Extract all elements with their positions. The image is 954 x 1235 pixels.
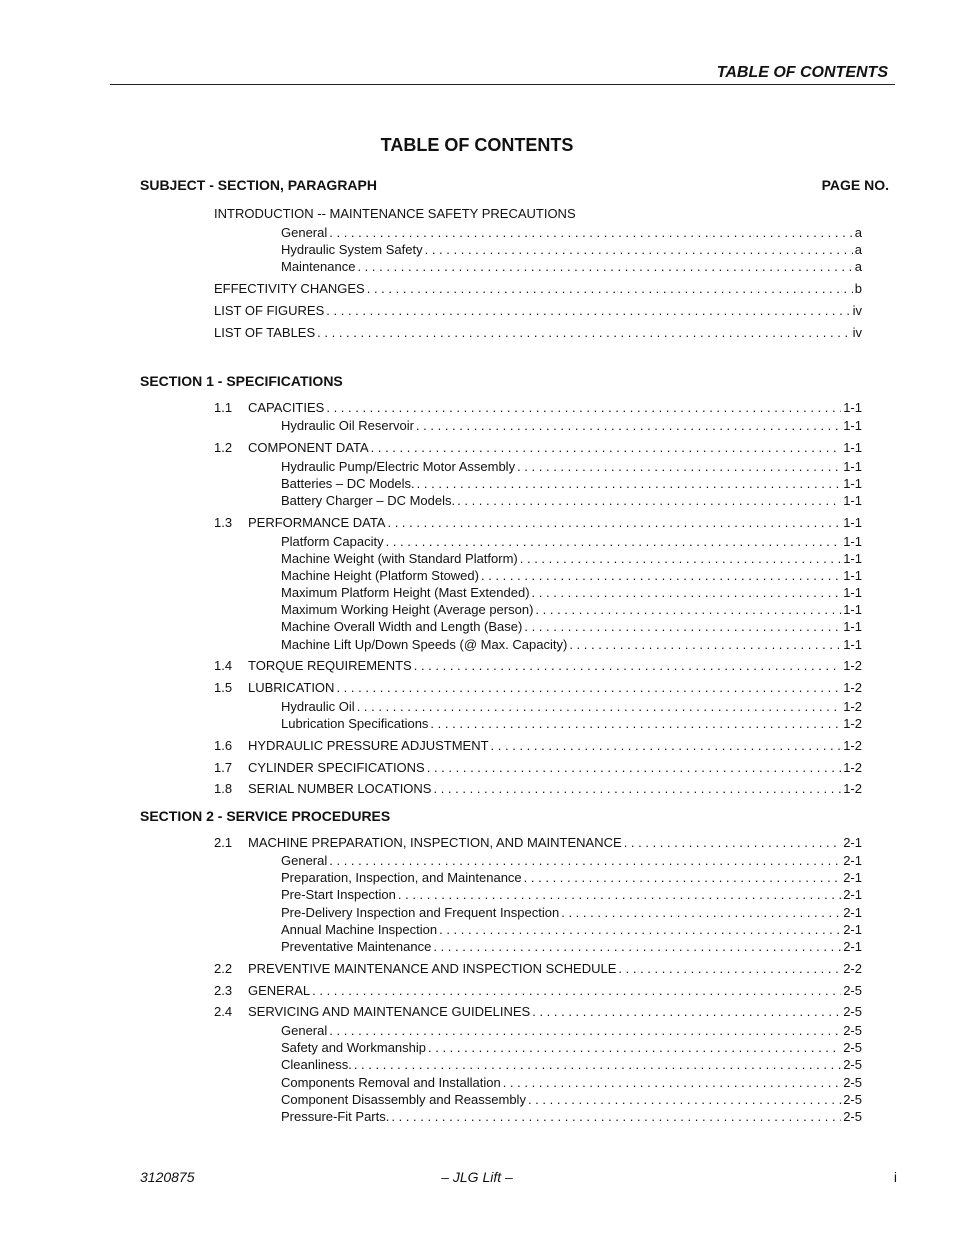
entry-title: SERIAL NUMBER LOCATIONS — [248, 781, 432, 796]
paragraph-number: 1.5 — [214, 680, 233, 695]
dot-leader — [532, 1004, 841, 1020]
page-number: 1-1 — [843, 585, 862, 600]
toc-entry[interactable] — [281, 585, 862, 601]
dot-leader — [430, 716, 841, 732]
entry-title: Machine Overall Width and Length (Base) — [281, 619, 523, 634]
entry-title: Hydraulic System Safety — [281, 242, 423, 257]
page-number: 1-1 — [843, 418, 862, 433]
toc-entry[interactable] — [281, 418, 862, 434]
toc-entry[interactable] — [214, 440, 862, 456]
entry-title: General — [281, 853, 328, 868]
toc-entry[interactable] — [281, 568, 862, 584]
toc-entry[interactable] — [281, 922, 862, 938]
entry-title: Pressure-Fit Parts. — [281, 1109, 390, 1124]
page-number: 2-1 — [843, 870, 862, 885]
dot-leader — [398, 887, 841, 903]
dot-leader — [624, 835, 842, 851]
toc-entry[interactable] — [281, 225, 862, 241]
toc-entry[interactable] — [281, 551, 862, 567]
dot-leader — [481, 568, 841, 584]
page-number: 2-1 — [843, 887, 862, 902]
entry-title: PERFORMANCE DATA — [248, 515, 386, 530]
paragraph-number: 1.3 — [214, 515, 233, 530]
dot-leader — [524, 619, 841, 635]
entry-title: Safety and Workmanship — [281, 1040, 426, 1055]
toc-entry[interactable] — [281, 716, 862, 732]
footer-page-number: i — [893, 1169, 897, 1185]
toc-entry[interactable] — [214, 400, 862, 416]
toc-entry[interactable] — [281, 870, 862, 886]
page-number: 1-2 — [843, 760, 862, 775]
entry-title: Hydraulic Oil Reservoir — [281, 418, 414, 433]
toc-entry[interactable] — [281, 1040, 862, 1056]
toc-entry[interactable] — [281, 1075, 862, 1091]
page-number: 1-1 — [843, 534, 862, 549]
page-number: iv — [852, 325, 862, 340]
entry-title: CAPACITIES — [248, 400, 325, 415]
entry-title: Lubrication Specifications — [281, 716, 429, 731]
toc-entry[interactable] — [281, 534, 862, 550]
entry-title: EFFECTIVITY CHANGES — [214, 281, 365, 296]
entry-title: LIST OF FIGURES — [214, 303, 325, 318]
dot-leader — [517, 459, 841, 475]
toc-entry[interactable] — [281, 939, 862, 955]
entry-title: Component Disassembly and Reassembly — [281, 1092, 526, 1107]
dot-leader — [503, 1075, 842, 1091]
toc-entry[interactable] — [281, 1057, 862, 1073]
toc-entry[interactable] — [214, 658, 862, 674]
entry-title: Preventative Maintenance — [281, 939, 432, 954]
dot-leader — [387, 515, 841, 531]
toc-entry[interactable] — [214, 515, 862, 531]
dot-leader — [326, 303, 850, 319]
page-number: 2-5 — [843, 1004, 862, 1019]
dot-leader — [535, 602, 841, 618]
page-number: 2-5 — [843, 1040, 862, 1055]
column-header-page: PAGE NO. — [821, 177, 889, 193]
toc-entry[interactable] — [214, 303, 862, 319]
page-number: 1-1 — [843, 619, 862, 634]
page-number: iv — [852, 303, 862, 318]
dot-leader — [329, 1023, 841, 1039]
dot-leader — [329, 853, 841, 869]
entry-title: TORQUE REQUIREMENTS — [248, 658, 412, 673]
entry-title: Pre-Delivery Inspection and Frequent Inspection — [281, 905, 560, 920]
entry-title: Pre-Start Inspection — [281, 887, 396, 902]
entry-title: SERVICING AND MAINTENANCE GUIDELINES — [248, 1004, 531, 1019]
toc-entry[interactable] — [281, 619, 862, 635]
dot-leader — [414, 658, 841, 674]
toc-entry[interactable] — [214, 680, 862, 696]
toc-entry[interactable] — [214, 325, 862, 341]
dot-leader — [417, 476, 842, 492]
toc-entry[interactable] — [214, 1004, 862, 1020]
toc-entry[interactable] — [281, 887, 862, 903]
dot-leader — [427, 760, 841, 776]
entry-title: GENERAL — [248, 983, 311, 998]
page-number: 2-2 — [843, 961, 862, 976]
toc-entry[interactable] — [281, 1092, 862, 1108]
page-number: 2-5 — [843, 1109, 862, 1124]
dot-leader — [433, 939, 841, 955]
toc-entry[interactable] — [281, 1023, 862, 1039]
toc-entry[interactable] — [281, 1109, 862, 1125]
entry-title: Maintenance — [281, 259, 356, 274]
paragraph-number: 2.4 — [214, 1004, 233, 1019]
page-number: 1-2 — [843, 716, 862, 731]
entry-title: General — [281, 1023, 328, 1038]
dot-leader — [569, 637, 841, 653]
page-number: 2-5 — [843, 1092, 862, 1107]
entry-title: Machine Lift Up/Down Speeds (@ Max. Capacity) — [281, 637, 568, 652]
toc-entry[interactable] — [281, 699, 862, 715]
toc-entry[interactable] — [281, 602, 862, 618]
dot-leader — [425, 242, 853, 258]
page-number: 2-5 — [843, 1075, 862, 1090]
page-number: 2-1 — [843, 922, 862, 937]
toc-entry[interactable] — [214, 281, 862, 297]
page-number: 1-1 — [843, 476, 862, 491]
page-number: 1-1 — [843, 493, 862, 508]
toc-entry[interactable] — [214, 961, 862, 977]
footer-doc-number: 3120875 — [140, 1169, 195, 1185]
dot-leader — [561, 905, 841, 921]
paragraph-number: 1.8 — [214, 781, 233, 796]
dot-leader — [386, 534, 842, 550]
footer-publisher: – JLG Lift – — [441, 1169, 513, 1185]
page-number: 1-1 — [843, 602, 862, 617]
entry-title: General — [281, 225, 328, 240]
dot-leader — [317, 325, 850, 341]
paragraph-number: 1.2 — [214, 440, 233, 455]
dot-leader — [326, 400, 841, 416]
page-number: 2-1 — [843, 939, 862, 954]
column-header-subject: SUBJECT - SECTION, PARAGRAPH — [140, 177, 377, 193]
entry-title: MACHINE PREPARATION, INSPECTION, AND MAINTENANCE — [248, 835, 622, 850]
dot-leader — [433, 781, 841, 797]
dot-leader — [528, 1092, 841, 1108]
page-number: 2-1 — [843, 905, 862, 920]
entry-title: Components Removal and Installation — [281, 1075, 501, 1090]
dot-leader — [618, 961, 841, 977]
running-header: TABLE OF CONTENTS — [716, 64, 888, 81]
entry-title: Machine Height (Platform Stowed) — [281, 568, 479, 583]
page-number: 2-5 — [843, 1023, 862, 1038]
page-number: 1-1 — [843, 551, 862, 566]
entry-title: COMPONENT DATA — [248, 440, 369, 455]
toc-entry[interactable] — [281, 853, 862, 869]
page-number: 1-1 — [843, 459, 862, 474]
paragraph-number: 2.1 — [214, 835, 233, 850]
toc-entry[interactable] — [281, 476, 862, 492]
entry-title: HYDRAULIC PRESSURE ADJUSTMENT — [248, 738, 489, 753]
paragraph-number: 1.6 — [214, 738, 233, 753]
dot-leader — [371, 440, 842, 456]
entry-title: Hydraulic Pump/Electric Motor Assembly — [281, 459, 516, 474]
page-number: 2-1 — [843, 835, 862, 850]
page-number: 2-1 — [843, 853, 862, 868]
page-number: 1-1 — [843, 637, 862, 652]
toc-entry[interactable] — [214, 781, 862, 797]
dot-leader — [439, 922, 841, 938]
page-number: a — [854, 242, 862, 257]
toc-entry[interactable] — [214, 983, 862, 999]
page-number: 1-2 — [843, 738, 862, 753]
entry-title: Machine Weight (with Standard Platform) — [281, 551, 518, 566]
entry-title: LUBRICATION — [248, 680, 335, 695]
toc-entry[interactable] — [281, 259, 862, 275]
page-number: 1-2 — [843, 781, 862, 796]
toc-entry[interactable] — [281, 459, 862, 475]
entry-title: Maximum Working Height (Average person) — [281, 602, 534, 617]
page-number: 2-5 — [843, 1057, 862, 1072]
page-number: a — [854, 259, 862, 274]
section-heading-text: SECTION 1 - SPECIFICATIONS — [140, 373, 343, 389]
page-number: 1-2 — [843, 658, 862, 673]
dot-leader — [520, 551, 841, 567]
dot-leader — [329, 225, 853, 241]
dot-leader — [357, 699, 842, 715]
entry-title: PREVENTIVE MAINTENANCE AND INSPECTION SCHEDULE — [248, 961, 617, 976]
toc-entry[interactable] — [214, 760, 862, 776]
entry-title: Cleanliness. — [281, 1057, 352, 1072]
paragraph-number: 2.3 — [214, 983, 233, 998]
entry-title: Hydraulic Oil — [281, 699, 355, 714]
entry-title: Platform Capacity — [281, 534, 384, 549]
paragraph-number: 2.2 — [214, 961, 233, 976]
toc-entry[interactable] — [214, 738, 862, 754]
entry-title: CYLINDER SPECIFICATIONS — [248, 760, 425, 775]
page-number: 1-1 — [843, 400, 862, 415]
page-number: a — [854, 225, 862, 240]
section-heading-text: SECTION 2 - SERVICE PROCEDURES — [140, 808, 391, 824]
dot-leader — [428, 1040, 841, 1056]
entry-title: LIST OF TABLES — [214, 325, 316, 340]
dot-leader — [367, 281, 853, 297]
dot-leader — [391, 1109, 841, 1125]
toc-entry[interactable] — [281, 493, 862, 509]
page-title: TABLE OF CONTENTS — [380, 135, 574, 155]
dot-leader — [416, 418, 841, 434]
page-number: 1-2 — [843, 680, 862, 695]
page-number: 1-1 — [843, 515, 862, 530]
entry-title: Battery Charger – DC Models. — [281, 493, 456, 508]
dot-leader — [491, 738, 842, 754]
dot-leader — [357, 259, 852, 275]
page-number: 2-5 — [843, 983, 862, 998]
entry-title: Annual Machine Inspection — [281, 922, 438, 937]
dot-leader — [524, 870, 842, 886]
paragraph-number: 1.4 — [214, 658, 233, 673]
section-heading — [140, 808, 390, 824]
paragraph-number: 1.1 — [214, 400, 233, 415]
page-number: 1-1 — [843, 440, 862, 455]
entry-title: Batteries – DC Models. — [281, 476, 415, 491]
toc-entry[interactable] — [281, 242, 862, 258]
dot-leader — [457, 493, 841, 509]
dot-leader — [312, 983, 841, 999]
toc-entry[interactable] — [281, 637, 862, 653]
toc-entry[interactable] — [214, 206, 862, 222]
page-number: 1-1 — [843, 568, 862, 583]
dot-leader — [532, 585, 842, 601]
toc-entry[interactable] — [281, 905, 862, 921]
entry-title: INTRODUCTION -- MAINTENANCE SAFETY PRECAUTIONS — [214, 206, 576, 221]
toc-entry[interactable] — [214, 835, 862, 851]
page-number: 1-2 — [843, 699, 862, 714]
dot-leader — [354, 1057, 841, 1073]
dot-leader — [336, 680, 841, 696]
entry-title: Maximum Platform Height (Mast Extended) — [281, 585, 530, 600]
entry-title: Preparation, Inspection, and Maintenance — [281, 870, 522, 885]
page-number: b — [854, 281, 862, 296]
paragraph-number: 1.7 — [214, 760, 233, 775]
section-heading — [140, 373, 343, 389]
header-rule — [110, 84, 895, 85]
